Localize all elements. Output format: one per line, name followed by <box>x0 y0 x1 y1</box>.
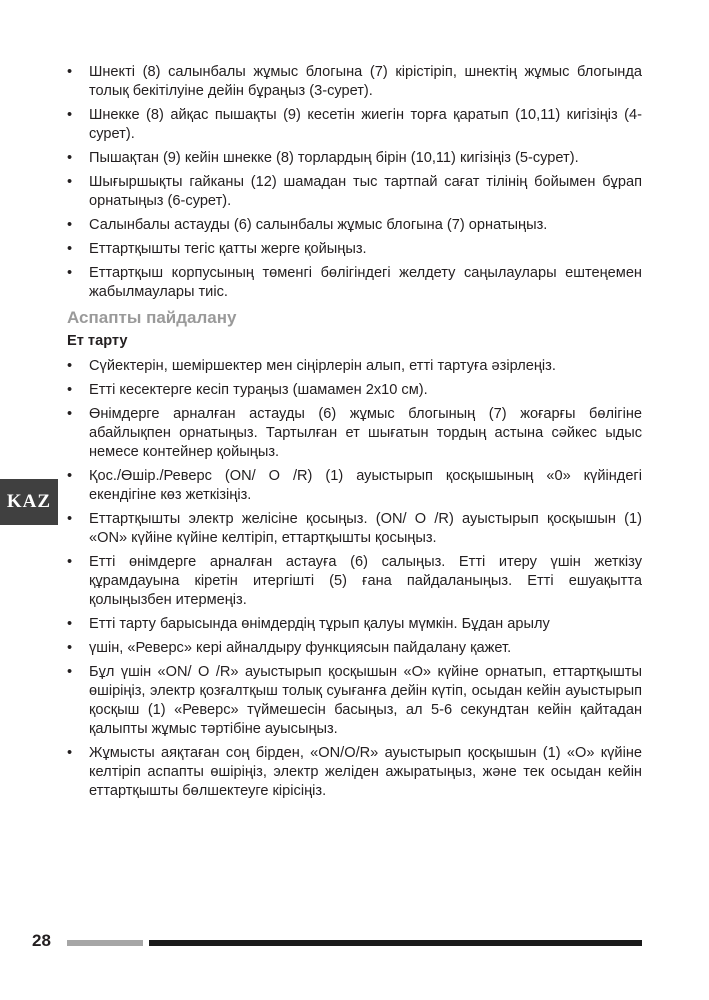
list-item <box>67 173 642 211</box>
assembly-steps-list <box>67 63 642 302</box>
list-item <box>67 63 642 101</box>
list-item <box>67 149 642 168</box>
list-item <box>67 467 642 505</box>
list-item-text: Сүйектерін, шеміршектер мен сіңірлерін алып, етті тартуға әзірлеңіз. <box>89 358 556 374</box>
list-item-text: үшін, «Реверс» кері айналдыру функциясын пайдалану қажет. <box>89 640 512 656</box>
list-item <box>67 553 642 610</box>
list-item-text: Еттартқышты электр желісіне қосыңыз. (ON/ O /R) ауыстырып қосқышын (1) «ON» күйіне күйіне келтіріп, еттартқышты қосыңыз. <box>89 511 642 546</box>
list-item <box>67 510 642 548</box>
footer-bar-light <box>67 940 143 946</box>
bullet-icon: • <box>67 174 73 190</box>
list-item <box>67 216 642 235</box>
section-title: Аспапты пайдалану <box>67 308 237 327</box>
list-item-text: Етті кесектерге кесіп тураңыз (шамамен 2х10 см). <box>89 382 428 398</box>
list-item-text: Еттартқыш корпусының төменгі бөлігіндегі желдету саңылаулары ештеңемен жабылмаулары тиіс. <box>89 265 642 300</box>
footer-bar-dark <box>149 940 642 946</box>
bullet-icon: • <box>67 64 73 80</box>
sub-title: Ет тарту <box>67 333 128 349</box>
bullet-icon: • <box>67 382 73 398</box>
list-item-text: Салынбалы астауды (6) салынбалы жұмыс блогына (7) орнатыңыз. <box>89 217 548 233</box>
list-item <box>67 264 642 302</box>
list-item <box>67 381 642 400</box>
bullet-icon: • <box>67 241 73 257</box>
list-item-text: Етті өнімдерге арналған астауға (6) салыңыз. Етті итеру үшін жеткізу құрамдауына кіретін итергішті (5) ғана пайдаланыңыз. Етті ешуақытта қолыңызбен итермеңіз. <box>89 554 642 608</box>
bullet-icon: • <box>67 511 73 527</box>
page-number: 28 <box>32 931 51 950</box>
bullet-icon: • <box>67 745 73 761</box>
usage-steps-list <box>67 357 642 801</box>
bullet-icon: • <box>67 217 73 233</box>
bullet-icon: • <box>67 265 73 281</box>
list-item <box>67 639 642 658</box>
bullet-icon: • <box>67 664 73 680</box>
bullet-icon: • <box>67 150 73 166</box>
list-item-text: Жұмысты аяқтаған соң бірден, «ON/O/R» ауыстырып қосқышын (1) «O» күйіне келтіріп аспапты өшіріңіз, электр желіден ажыратыңыз, және тек осыдан кейін еттартқышты бөлшектеуге кірісіңіз. <box>89 745 642 799</box>
list-item <box>67 744 642 801</box>
language-tab: KAZ <box>0 479 58 525</box>
list-item <box>67 106 642 144</box>
list-item <box>67 357 642 376</box>
list-item-text: Еттартқышты тегіс қатты жерге қойыңыз. <box>89 241 367 257</box>
list-item-text: Бұл үшін «ON/ O /R» ауыстырып қосқышын «O» күйіне орнатып, еттартқышты өшіріңіз, электр қозғалтқыш толық суығанға дейін күтіп, осыдан кейін ауыстырып қосқыш (1) «Реверс» түймешесін басыңыз, ал 5-6 секундтан кейін қайтадан қалыпты жұмыс тәртібіне ауысыңыз. <box>89 664 642 737</box>
list-item-text: Етті тарту барысында өнімдердің тұрып қалуы мүмкін. Бұдан арылу <box>89 616 550 632</box>
bullet-icon: • <box>67 616 73 632</box>
bullet-icon: • <box>67 554 73 570</box>
bullet-icon: • <box>67 640 73 656</box>
list-item-text: Пышақтан (9) кейін шнекке (8) торлардың бірін (10,11) кигізіңіз (5-сурет). <box>89 150 579 166</box>
list-item-text: Қос./Өшір./Реверс (ON/ O /R) (1) ауыстырып қосқышының «0» күйіндегі екендігіне көз жеткізіңіз. <box>89 468 642 503</box>
list-item-text: Шығыршықты гайканы (12) шамадан тыс тартпай сағат тілінің бойымен бұрап орнатыңыз (6-сурет). <box>89 174 642 209</box>
list-item <box>67 663 642 739</box>
bullet-icon: • <box>67 406 73 422</box>
list-item <box>67 405 642 462</box>
list-item-text: Шнекті (8) салынбалы жұмыс блогына (7) кірістіріп, шнектің жұмыс блогында толық бекітілуіне дейін бұраңыз (3-сурет). <box>89 64 642 99</box>
list-item-text: Шнекке (8) айқас пышақты (9) кесетін жиегін торға қаратып (10,11) кигізіңіз (4-сурет). <box>89 107 642 142</box>
page-content <box>67 63 642 806</box>
bullet-icon: • <box>67 358 73 374</box>
bullet-icon: • <box>67 468 73 484</box>
list-item <box>67 240 642 259</box>
list-item <box>67 615 642 634</box>
bullet-icon: • <box>67 107 73 123</box>
list-item-text: Өнімдерге арналған астауды (6) жұмыс блогының (7) жоғарғы бөлігіне абайлықпен орнатыңыз. Тартылған ет шығатын тордың астына сәйкес ыдыс немесе контейнер қойыңыз. <box>89 406 642 460</box>
